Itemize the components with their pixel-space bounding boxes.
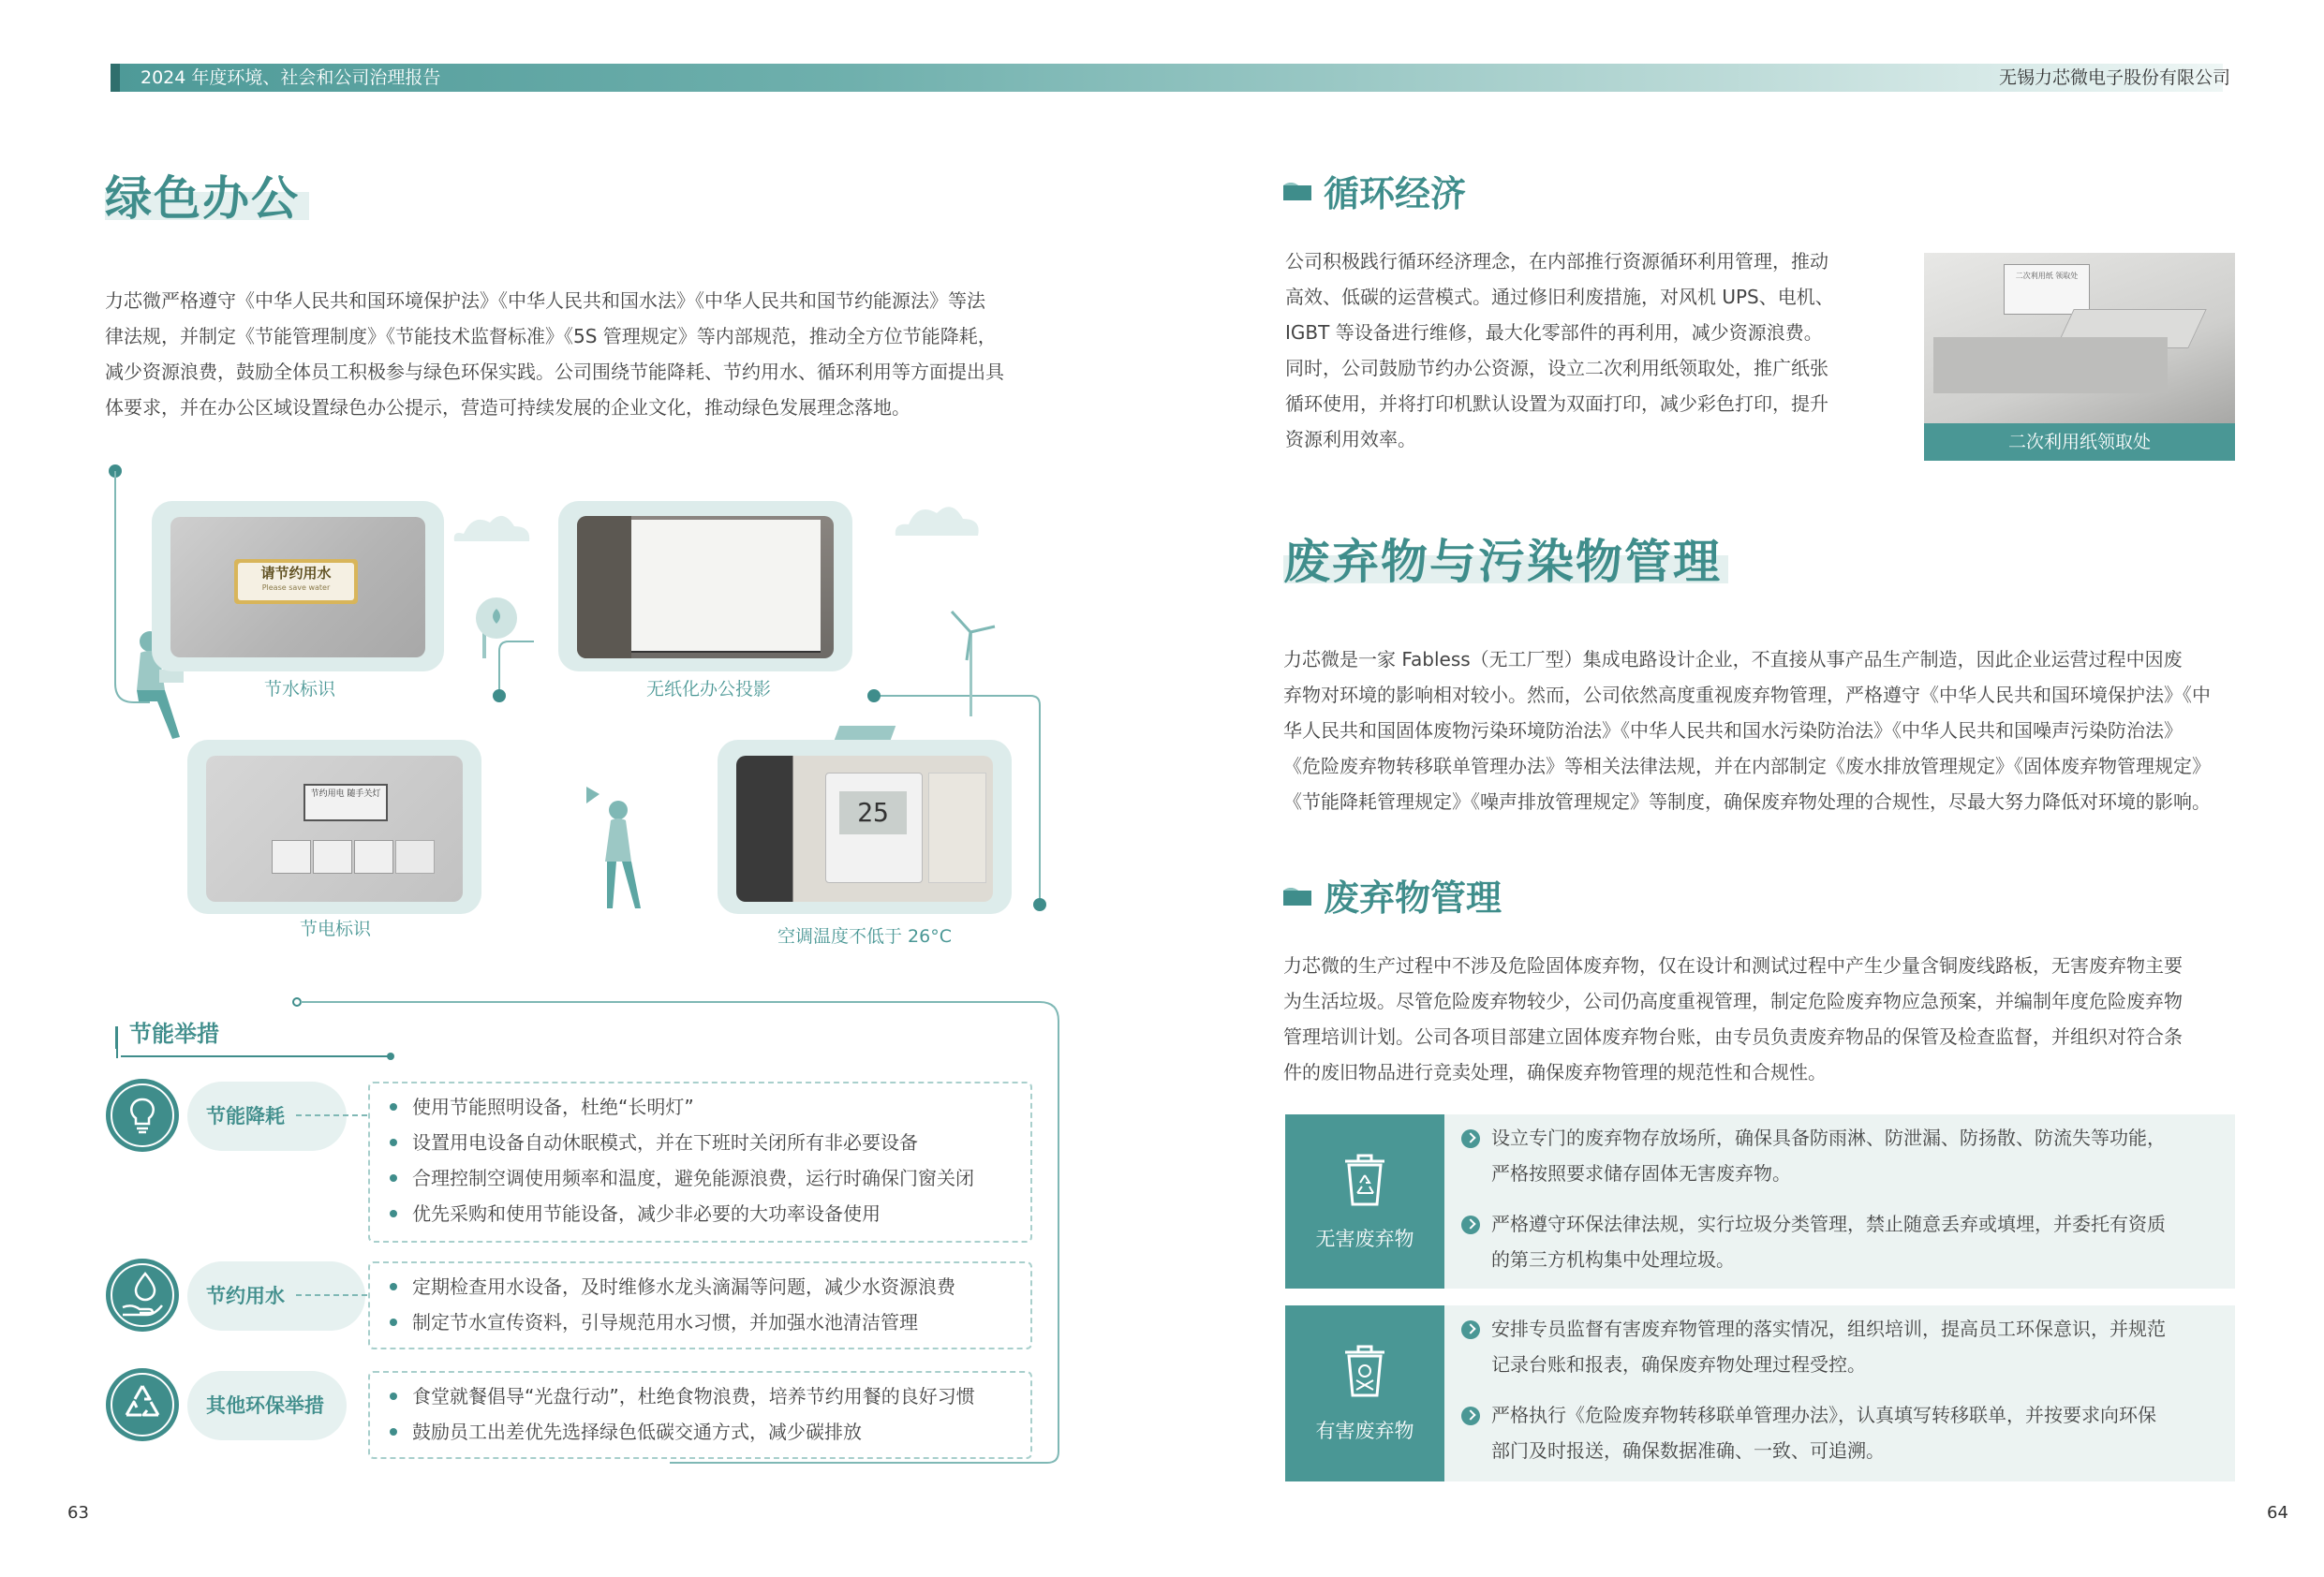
water-hand-icon <box>106 1259 179 1332</box>
list-item: 设立专门的废弃物存放场所，确保具备防雨淋、防泄漏、防扬散、防流失等功能， 严格按照要求储存固体无害废弃物。 <box>1461 1120 2229 1191</box>
measure-label-water: 节约用水 <box>206 1285 285 1307</box>
company-name: 无锡力芯微电子股份有限公司 <box>1998 67 2230 88</box>
power-sign-photo: 节约用电 随手关灯 <box>206 756 463 902</box>
lightbulb-icon <box>106 1079 179 1152</box>
measure-label-energy: 节能降耗 <box>206 1105 285 1127</box>
recycle-bin-icon <box>1340 1152 1390 1208</box>
list-item: 安排专员监督有害废弃物管理的落实情况，组织培训，提高员工环保意识，并规范 记录台账和报表，确保废弃物处理过程受控。 <box>1461 1311 2229 1382</box>
waste-points-harmless <box>1461 1120 2229 1277</box>
projector-photo <box>577 516 834 658</box>
waste-points-hazardous <box>1461 1311 2229 1468</box>
page-number-left: 63 <box>67 1503 89 1523</box>
measure-label-other: 其他环保举措 <box>206 1394 324 1417</box>
caption-ac: 空调温度不低于 26°C <box>777 926 952 947</box>
section-flag-icon <box>1283 885 1311 906</box>
list-item: 制定节水宣传资料，引导规范用水习惯，并加强水池清洁管理 <box>384 1304 955 1340</box>
waste-intro: 力芯微是一家 Fabless（无工厂型）集成电路设计企业，不直接从事产品生产制造，因此企业运营过程中因废 弃物对环境的影响相对较小。然而，公司依然高度重视废弃物管理，严格遵守《中华人民共和国环境保护法》《中 华人民共和国固体废物污染环境防治法》《中华人民共和国水污染防治法》《中华人民共和国噪声污染防治法》 《危险废弃物转移联单管理办法》等相关法律法规，并在内部制定《废水排放管理规定》《固体废弃物管理规定》 《节能降耗管理规定》《噪声排放管理规定》等制度，确保废弃物处理的合规性，尽最大努力降低对环境的影响。 <box>1283 648 2211 813</box>
waste-label-hazardous: 有害废弃物 <box>1315 1420 1414 1442</box>
measures-title: 节能举措 <box>129 1021 219 1047</box>
list-item: 严格遵守环保法律法规，实行垃圾分类管理，禁止随意丢弃或填埋，并委托有资质 的第三方机构集中处理垃圾。 <box>1461 1206 2229 1277</box>
hazard-bin-icon <box>1340 1343 1390 1399</box>
section-flag-icon <box>1283 180 1311 200</box>
recycle-icon <box>106 1368 179 1441</box>
ac-panel-photo: 25 <box>736 756 993 902</box>
printer-photo: 二次利用纸 领取处 <box>1924 253 2235 461</box>
measure-list-water <box>384 1269 955 1340</box>
section-title-green-office: 绿色办公 <box>105 171 300 226</box>
water-sign-photo: 请节约用水 Please save water <box>170 517 425 657</box>
list-item: 使用节能照明设备，杜绝“长明灯” <box>384 1089 974 1125</box>
caption-projector: 无纸化办公投影 <box>646 679 772 700</box>
measure-list-other <box>384 1378 975 1450</box>
page-number-right: 64 <box>2267 1503 2288 1523</box>
measure-list-energy <box>384 1089 974 1231</box>
caption-power-sign: 节电标识 <box>300 919 372 939</box>
header-mark <box>111 64 120 92</box>
person-megaphone-illustration <box>586 787 641 908</box>
list-item: 设置用电设备自动休眠模式，并在下班时关闭所有非必要设备 <box>384 1125 974 1160</box>
list-item: 合理控制空调使用频率和温度，避免能源浪费，运行时确保门窗关闭 <box>384 1160 974 1196</box>
waste-label-harmless: 无害废弃物 <box>1315 1228 1414 1250</box>
circular-economy-title: 循环经济 <box>1324 173 1467 214</box>
waste-mgmt-title: 废弃物管理 <box>1324 877 1502 919</box>
list-item: 严格执行《危险废弃物转移联单管理办法》，认真填写转移联单，并按要求向环保 部门及时报送，确保数据准确、一致、可追溯。 <box>1461 1397 2229 1468</box>
list-item: 鼓励员工出差优先选择绿色低碳交通方式，减少碳排放 <box>384 1414 975 1450</box>
green-office-intro: 力芯微严格遵守《中华人民共和国环境保护法》《中华人民共和国水法》《中华人民共和国节约能源法》等法 律法规，并制定《节能管理制度》《节能技术监督标准》《5S 管理规定》等内部规范，推动全方位节能降耗， 减少资源浪费，鼓励全体员工积极参与绿色环保实践。公司围绕节能降耗、节约用水、循环利用等方面提出具 体要求，并在办公区域设置绿色办公提示，营造可持续发展的企业文化，推动绿色发展理念落地。 <box>105 289 1004 419</box>
list-item: 优先采购和使用节能设备，减少非必要的大功率设备使用 <box>384 1196 974 1231</box>
section-title-waste: 废弃物与污染物管理 <box>1283 535 1722 589</box>
circular-economy-text: 公司积极践行循环经济理念，在内部推行资源循环利用管理，推动 高效、低碳的运营模式。通过修旧利废措施，对风机 UPS、电机、 IGBT 等设备进行维修，最大化零部件的再利用，减少资源浪费。 同时，公司鼓励节约办公资源，设立二次利用纸领取处，推广纸张 循环使用，并将打印机默认设置为双面打印，减少彩色打印，提升 资源利用效率。 <box>1285 250 1834 450</box>
list-item: 食堂就餐倡导“光盘行动”，杜绝食物浪费，培养节约用餐的良好习惯 <box>384 1378 975 1414</box>
waste-mgmt-text: 力芯微的生产过程中不涉及危险固体废弃物，仅在设计和测试过程中产生少量含铜废线路板，无害废弃物主要 为生活垃圾。尽管危险废弃物较少，公司仍高度重视管理，制定危险废弃物应急预案，并编制年度危险废弃物 管理培训计划。公司各项目部建立固体废弃物台账，由专员负责废弃物品的保管及检查监督，并组织对符合条 件的废旧物品进行竞卖处理，确保废弃物管理的规范性和合规性。 <box>1283 954 2183 1083</box>
measure-connector <box>296 1114 367 1116</box>
list-item: 定期检查用水设备，及时维修水龙头滴漏等问题，减少水资源浪费 <box>384 1269 955 1304</box>
measure-connector <box>296 1294 367 1296</box>
printer-caption: 二次利用纸领取处 <box>1924 423 2235 461</box>
caption-water-sign: 节水标识 <box>264 679 336 700</box>
report-title: 2024 年度环境、社会和公司治理报告 <box>141 67 441 88</box>
